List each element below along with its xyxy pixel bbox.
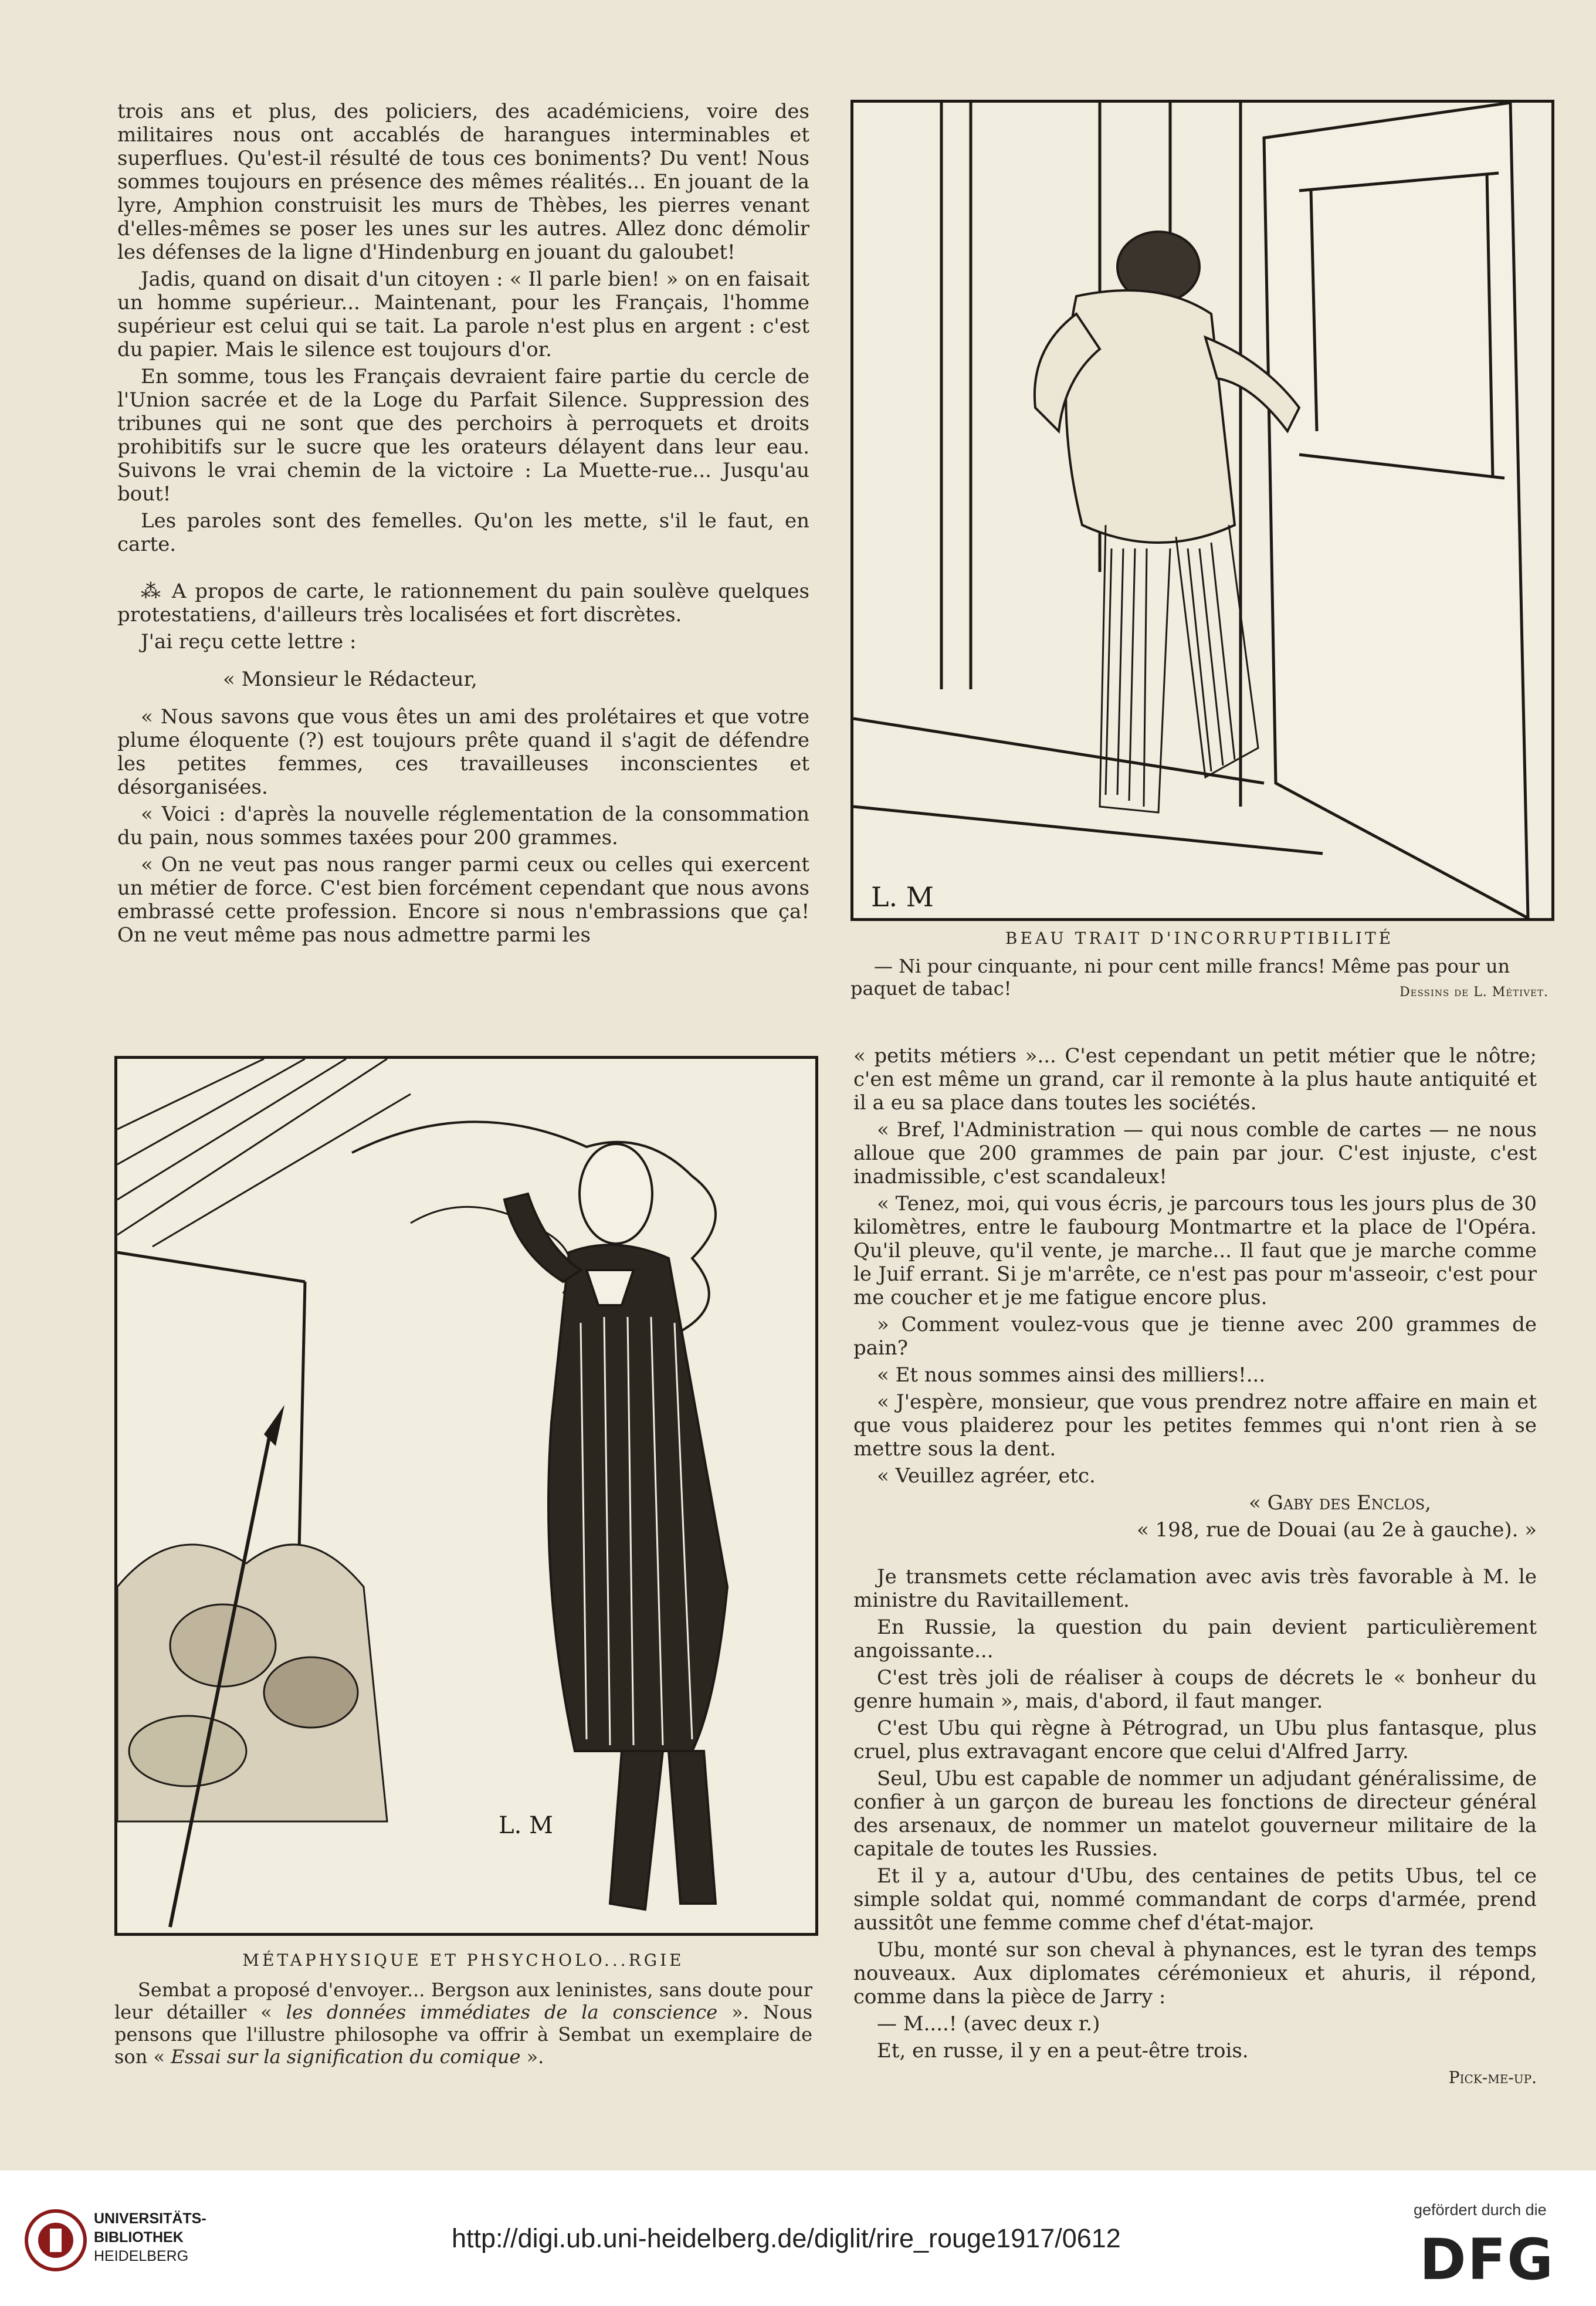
paragraph: C'est Ubu qui règne à Pétrograd, un Ubu plus fantasque, plus cruel, plus extravagant encore que celui d'Alfred Jarry. [853,1716,1537,1763]
letter-signature-address: « 198, rue de Douai (au 2e à gauche). » [1136,1518,1537,1542]
library-name-line: UNIVERSITÄTS- [94,2210,206,2227]
paragraph: Jadis, quand on disait d'un citoyen : « Il parle bien! » on en faisait un homme supérieur... Maintenant, pour les Français, l'homme supérieur est celui qui se tait. La parole n'est plus en argent : c'est du papier. Mais le silence est toujours d'or. [117,267,809,361]
digitization-footer [0,2170,1596,2306]
paragraph: En Russie, la question du pain devient particulièrement angoissante... [853,1616,1537,1662]
article-author: Pick-me-up. [1448,2068,1537,2087]
paragraph: Ubu, monté sur son cheval à phynances, est le tyran des temps nouveaux. Aux diplomates cérémonieux et ahuris, il répond, comme dans la pièce de Jarry : [853,1938,1537,2009]
cartoon-caption [850,955,1548,1004]
cartoon-caption [114,1979,812,2068]
source-url-link[interactable]: http://digi.ub.uni-heidelberg.de/diglit/rire_rouge1917/0612 [452,2223,1121,2253]
caption-italic: Essai sur la signification du comique [171,2046,521,2068]
caption-text: Sembat a proposé d'envoyer... Bergson aux leninistes, sans doute pour leur détailler « [114,1979,812,2023]
caption-text: ». Nous pensons que l'illustre philosophe va offrir à Sembat un exemplaire de son « [114,2001,812,2068]
letter-signature-name: « Gaby des Enclos, [1248,1491,1431,1515]
paragraph: « Voici : d'après la nouvelle réglementation de la consommation du pain, nous sommes taxées pour 200 grammes. [117,802,809,849]
right-column-text [853,1044,1537,2093]
paragraph: Et il y a, autour d'Ubu, des centaines de petits Ubus, tel ce simple soldat qui, nommé commandant de corps d'armée, prend aussitôt une femme comme chef d'état-major. [853,1864,1537,1935]
paragraph: » Comment voulez-vous que je tienne avec 200 grammes de pain? [853,1313,1537,1360]
paragraph: — M....! (avec deux r.) [877,2012,1100,2036]
funding-label: gefördert durch die [1414,2201,1547,2219]
paragraph: trois ans et plus, des policiers, des académiciens, voire des militaires nous ont accablés de harangues interminables et superflues. Qu'est-il résulté de tous ces boniments? Du vent! Nous sommes toujours en présence des mêmes réalités... En jouant de la lyre, Amphion construisit les murs de Thèbes, les pierres venant d'elles-mêmes se poser les unes sur les autres. Allez donc démolir les défenses de la ligne d'Hindenburg en jouant du galoubet! [117,100,809,264]
dfg-logo: DFG [1419,2227,1555,2293]
caption-paragraph [114,1979,812,2068]
paragraph: « Veuillez agréer, etc. [877,1464,1096,1488]
paragraph: « Nous savons que vous êtes un ami des prolétaires et que votre plume éloquente (?) est toujours prête quand il s'agit de défendre les petites femmes, ces travailleuses inconscientes et désorganisées. [117,705,809,799]
university-seal-icon [23,2208,88,2273]
paragraph: ⁂ A propos de carte, le rationnement du pain soulève quelques protestatiens, d'ailleurs très localisées et fort discrètes. [117,580,809,627]
cartoon-metaphysics-illustration [114,1056,818,1936]
paragraph: « Tenez, moi, qui vous écris, je parcours tous les jours plus de 30 kilomètres, entre le faubourg Montmartre et la place de l'Opéra. Qu'il pleuve, qu'il vente, je marche... Il faut que je marche comme le Juif errant. Si je m'arrête, ce n'est pas pour m'asseoir, c'est pour me coucher et je me fatigue encore plus. [853,1192,1537,1309]
library-name-line: BIBLIOTHEK [94,2229,184,2246]
paragraph: « Bref, l'Administration — qui nous comble de cartes — ne nous alloue que 200 grammes de pain par jour. C'est injuste, c'est inadmissible, c'est scandaleux! [853,1118,1537,1188]
paragraph: J'ai reçu cette lettre : [141,630,357,653]
paragraph: Les paroles sont des femelles. Qu'on les mette, s'il le faut, en carte. [117,509,809,556]
caption-italic: les données immédiates de la conscience [286,2001,718,2023]
cartoon-title: BEAU TRAIT D'INCORRUPTIBILITÉ [1005,929,1394,948]
paragraph: « J'espère, monsieur, que vous prendrez notre affaire en main et que vous plaiderez pour les petites femmes qui n'ont rien à se mettre sous la dent. [853,1390,1537,1461]
left-column-text [117,100,809,950]
caption-text: ». [526,2046,544,2068]
artist-credit: Dessins de L. Métivet. [1400,985,1548,1000]
paragraph: « On ne veut pas nous ranger parmi ceux ou celles qui exercent un métier de force. C'est bien forcément cependant que nous avons embrassé cette profession. Encore si nous n'embrassions que ça! On ne veut même pas nous admettre parmi les [117,853,809,947]
cartoon-door-illustration [850,100,1554,921]
library-name-line: HEIDELBERG [94,2248,189,2264]
paragraph: « Et nous sommes ainsi des milliers!... [877,1363,1266,1387]
paragraph: C'est très joli de réaliser à coups de décrets le « bonheur du genre humain », mais, d'abord, il faut manger. [853,1666,1537,1713]
paragraph: « petits métiers »... C'est cependant un petit métier que le nôtre; c'en est même un grand, car il remonte à la plus haute antiquité et il a eu sa place dans toutes les sociétés. [853,1044,1537,1115]
paragraph: En somme, tous les Français devraient faire partie du cercle de l'Union sacrée et de la Loge du Parfait Silence. Suppression des tribunes qui ne sont que des perchoirs à perroquets et droits prohibitifs sur le sucre que les orateurs délayent dans leur eau. Suivons le vrai chemin de la victoire : La Muette-rue... Jusqu'au bout! [117,365,809,506]
cartoon-title: MÉTAPHYSIQUE ET PHSYCHOLO...RGIE [242,1951,685,1970]
cartoon-signature: L. M [499,1812,553,1839]
letter-salutation: « Monsieur le Rédacteur, [223,668,477,691]
paragraph: Je transmets cette réclamation avec avis très favorable à M. le ministre du Ravitaillement. [853,1565,1537,1612]
paragraph: Seul, Ubu est capable de nommer un adjudant généralissime, de confier à un garçon de bureau les fonctions de directeur général des arsenaux, de nommer un matelot gouverneur militaire de la capitale de toutes les Russies. [853,1767,1537,1861]
paragraph: Et, en russe, il y en a peut-être trois. [877,2039,1249,2063]
cartoon-dialogue: — Ni pour cinquante, ni pour cent mille francs! Même pas pour un paquet de tabac! [850,955,1510,1000]
cartoon-signature: L. M [871,881,934,913]
library-name [94,2209,206,2266]
